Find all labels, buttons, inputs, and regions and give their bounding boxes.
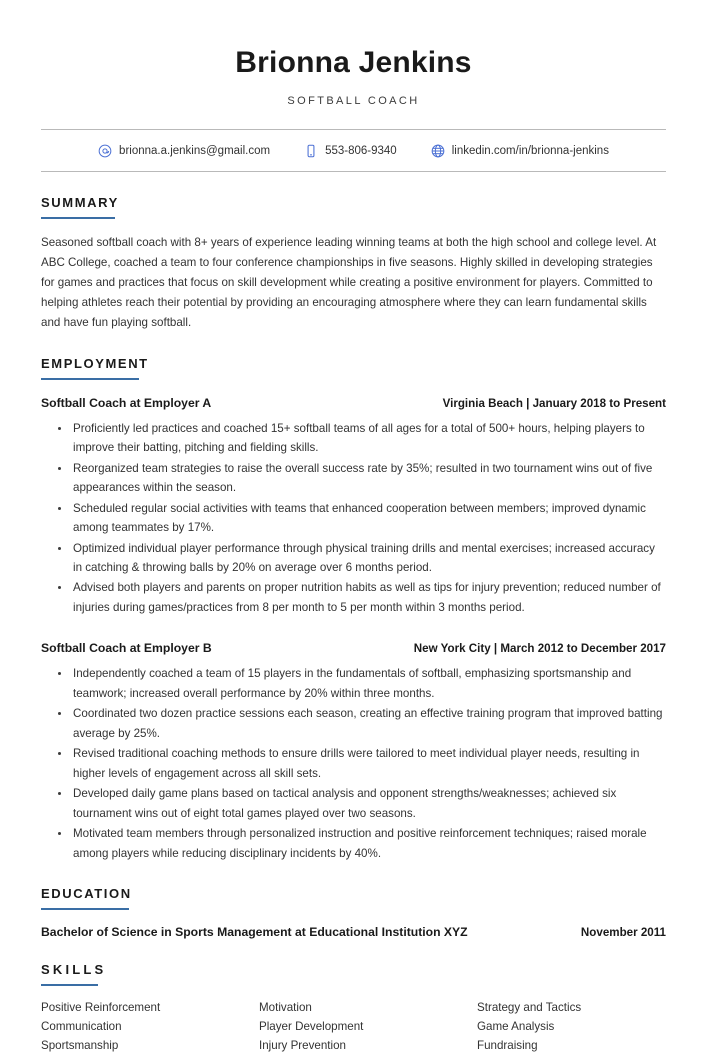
- job-bullets: [41, 664, 666, 863]
- job-bullet: Optimized individual player performance through physical training drills and mental exercises; increased accuracy in catching & throwing balls by 20% on average over 6 months period.: [57, 539, 666, 578]
- job-bullet: Advised both players and parents on proper nutrition habits as well as tips for injury prevention; reduced number of injuries during games/practices from 8 per month to 5 per month within 3 months period.: [57, 578, 666, 617]
- section-underline-summary: [41, 217, 115, 219]
- section-underline-employment: [41, 378, 139, 380]
- header-divider-bottom: [41, 171, 666, 172]
- job-title: Softball Coach at Employer A: [41, 395, 212, 410]
- section-title-education: EDUCATION: [41, 886, 132, 902]
- job-title: Softball Coach at Employer B: [41, 641, 212, 656]
- section-title-employment: EMPLOYMENT: [41, 355, 149, 371]
- job-location-dates: New York City | March 2012 to December 2017: [413, 642, 666, 656]
- job-bullet: Proficiently led practices and coached 15+ softball teams of all ages for a total of 500+ hours, helping players to improve their batting, pitching and fielding skills.: [57, 419, 666, 458]
- section-underline-education: [41, 908, 129, 910]
- email-at-icon: [98, 144, 112, 158]
- skill-item: Motivation: [259, 1001, 312, 1015]
- job-bullet: Coordinated two dozen practice sessions each season, creating an effective training program that improved batting average by 25%.: [57, 704, 666, 743]
- section-skills: [41, 961, 666, 1056]
- skills-grid: [41, 1000, 666, 1056]
- job-bullet: Scheduled regular social activities with teams that enhanced cooperation between members; improved dynamic among teammates by 17%.: [57, 499, 666, 538]
- skill-item: Sportsmanship: [41, 1038, 119, 1052]
- section-summary: [41, 194, 666, 333]
- job-header: [41, 396, 666, 410]
- contact-phone[interactable]: [304, 144, 397, 158]
- education-entry: [41, 925, 666, 939]
- summary-text: Seasoned softball coach with 8+ years of experience leading winning teams at both the high school and college level. At ABC College, coached a team to four conference championships in five seasons. Highly skilled in developing strategies for games and practices that focus on skill development while creating a positive environment for players. Committed to helping athletes reach their potential by providing an encouraging atmosphere where they can learn fundamental skills and have fun playing softball.: [41, 236, 657, 329]
- job-bullet: Developed daily game plans based on tactical analysis and opponent strengths/weaknesses; achieved six tournament wins out of eight total games played over two seasons.: [57, 784, 666, 823]
- job-entry: [41, 396, 666, 618]
- mobile-phone-icon: [304, 144, 318, 158]
- section-employment: [41, 355, 666, 863]
- skill-item: Positive Reinforcement: [41, 1001, 161, 1015]
- job-bullets: [41, 419, 666, 618]
- contact-phone-text: 553-806-9340: [325, 145, 397, 157]
- skill-item: Player Development: [259, 1019, 364, 1033]
- job-bullet: Revised traditional coaching methods to ensure drills were tailored to meet individual player needs, resulting in higher levels of engagement across all skill sets.: [57, 744, 666, 783]
- contact-website-text: linkedin.com/in/brionna-jenkins: [451, 145, 609, 157]
- globe-icon: [431, 144, 445, 158]
- section-title-skills: SKILLS: [41, 962, 107, 978]
- job-location-dates: Virginia Beach | January 2018 to Present: [442, 396, 666, 410]
- candidate-name: Brionna Jenkins: [235, 46, 472, 79]
- job-bullet: Independently coached a team of 15 players in the fundamentals of softball, emphasizing sportsmanship and teamwork; increased overall performance by 20% within three months.: [57, 664, 666, 703]
- education-degree: Bachelor of Science in Sports Management at Educational Institution XYZ: [41, 925, 468, 940]
- education-date: November 2011: [580, 926, 666, 940]
- job-bullet: Reorganized team strategies to raise the overall success rate by 35%; resulted in two tournament wins out of five appearances within the season.: [57, 459, 666, 498]
- resume-header: [41, 0, 666, 172]
- contact-row: [41, 130, 666, 171]
- contact-email-text: brionna.a.jenkins@gmail.com: [119, 145, 271, 157]
- skill-item: Game Analysis: [477, 1019, 555, 1033]
- skill-item: Communication: [41, 1019, 122, 1033]
- skill-item: Fundraising: [477, 1038, 538, 1052]
- job-header: [41, 641, 666, 655]
- candidate-job-title: SOFTBALL COACH: [287, 95, 420, 107]
- section-underline-skills: [41, 984, 98, 986]
- contact-email[interactable]: [98, 144, 270, 158]
- skill-item: Strategy and Tactics: [477, 1001, 582, 1015]
- job-entry: [41, 641, 666, 863]
- section-title-summary: SUMMARY: [41, 195, 119, 210]
- section-education: [41, 885, 666, 939]
- job-bullet: Motivated team members through personalized instruction and positive reinforcement techniques; raised morale among players while reducing disciplinary incidents by 40%.: [57, 824, 666, 863]
- contact-website[interactable]: [431, 144, 609, 158]
- skill-item: Injury Prevention: [259, 1038, 346, 1052]
